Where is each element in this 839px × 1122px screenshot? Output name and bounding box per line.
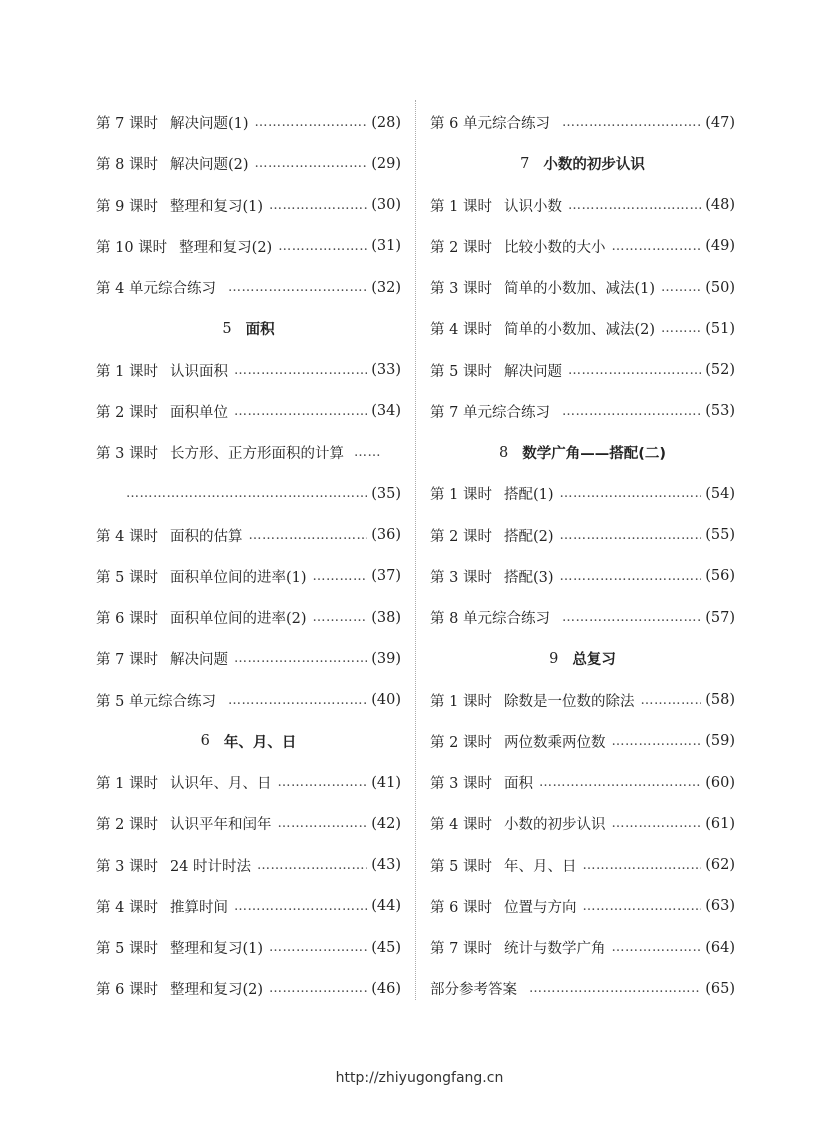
unit-title: 面积 [245,322,275,339]
page-number: (55) [705,527,735,544]
lesson-title: 长方形、正方形面积的计算 [169,446,344,463]
dot-leader [126,486,367,501]
toc-entry[interactable] [96,597,401,638]
lesson-number: 第 5 课时 [96,941,158,958]
toc-entry[interactable] [430,680,735,721]
lesson-title: 解决问题 [169,652,228,669]
dot-leader [539,775,701,790]
toc-entry[interactable] [96,845,401,886]
lesson-title: 解决问题(1) [169,116,249,133]
unit-heading [96,721,401,762]
page-number: (34) [371,403,401,420]
lesson-number: 第 1 课时 [430,693,492,710]
toc-entry[interactable] [430,762,735,803]
dot-leader [255,115,368,130]
lesson-number: 第 1 课时 [430,198,492,215]
lesson-number: 部分参考答案 [430,982,517,999]
toc-entry[interactable] [96,927,401,968]
toc-entry[interactable] [96,102,401,143]
page-number: (38) [371,609,401,626]
page-number: (36) [371,527,401,544]
toc-entry[interactable] [430,473,735,514]
lesson-title: 面积 [503,776,533,793]
unit-number: 7 [520,155,530,172]
lesson-number: 第 6 单元综合练习 [430,116,550,133]
page-number: (31) [371,238,401,255]
lesson-number: 第 4 课时 [430,322,492,339]
lesson-number: 第 7 课时 [430,941,492,958]
lesson-title: 整理和复习(1) [169,941,263,958]
toc-entry[interactable] [430,721,735,762]
page-number: (30) [371,197,401,214]
dot-leader [568,198,701,213]
lesson-number: 第 2 课时 [430,734,492,751]
toc-entry[interactable] [430,803,735,844]
dot-leader [313,610,368,625]
toc-entry[interactable] [96,143,401,184]
lesson-title: 24 时计时法 [169,858,252,875]
lesson-number: 第 9 课时 [96,198,158,215]
lesson-title: 整理和复习(2) [169,982,263,999]
toc-entry[interactable] [430,391,735,432]
lesson-title: 整理和复习(2) [179,239,273,256]
lesson-title: 位置与方向 [503,899,577,916]
toc-entry[interactable] [430,845,735,886]
page-number: (54) [705,485,735,502]
toc-entry[interactable] [430,556,735,597]
unit-number: 8 [499,444,509,461]
unit-heading [430,432,735,473]
unit-number: 5 [222,320,232,337]
toc-entry[interactable] [96,638,401,679]
dot-leader [611,816,701,831]
lesson-number: 第 6 课时 [430,899,492,916]
toc-entry[interactable] [430,185,735,226]
unit-title: 年、月、日 [223,734,297,751]
page-number: (59) [705,733,735,750]
dot-leader [582,858,701,873]
lesson-title: 面积单位间的进率(1) [169,569,307,586]
page-number: (39) [371,650,401,667]
dot-leader [257,858,367,873]
dot-leader [269,940,367,955]
lesson-number: 第 3 课时 [430,281,492,298]
lesson-number: 第 3 课时 [96,446,158,463]
lesson-title: 整理和复习(1) [169,198,263,215]
lesson-title: 解决问题 [503,363,562,380]
lesson-title: 除数是一位数的除法 [503,693,635,710]
dot-leader [611,940,701,955]
dot-leader [234,899,367,914]
lesson-title: 统计与数学广角 [503,941,606,958]
unit-title: 小数的初步认识 [543,157,645,174]
dot-leader [529,981,701,996]
dot-leader [248,528,367,543]
toc-entry[interactable] [430,927,735,968]
toc-entry[interactable] [430,886,735,927]
lesson-number: 第 7 单元综合练习 [430,404,550,421]
page-number: (29) [371,155,401,172]
lesson-number: 第 6 课时 [96,611,158,628]
lesson-title: 搭配(1) [503,487,554,504]
lesson-title: 搭配(3) [503,569,554,586]
unit-number: 6 [200,733,210,750]
dot-leader [269,198,367,213]
footer-url: http://zhiyugongfang.cn [335,1070,504,1086]
page-number: (52) [705,362,735,379]
toc-entry[interactable] [96,762,401,803]
toc-entry[interactable] [96,556,401,597]
lesson-title: 面积单位间的进率(2) [169,611,307,628]
column-divider [415,100,416,1000]
page-number: (51) [705,320,735,337]
toc-entry[interactable] [96,803,401,844]
unit-heading [430,638,735,679]
lesson-number: 第 1 课时 [96,363,158,380]
lesson-number: 第 6 课时 [96,982,158,999]
dot-leader [640,693,701,708]
unit-heading [96,308,401,349]
toc-entry[interactable] [430,597,735,638]
page-number: (65) [705,980,735,997]
page-number: (57) [705,609,735,626]
lesson-number: 第 1 课时 [430,487,492,504]
lesson-number: 第 5 单元综合练习 [96,693,216,710]
dot-leader [277,775,367,790]
dot-leader [234,404,367,419]
page-number: (40) [371,692,401,709]
page-number: (48) [705,197,735,214]
page-number: (45) [371,939,401,956]
page-number: (42) [371,815,401,832]
lesson-number: 第 4 课时 [96,528,158,545]
toc-entry[interactable] [96,350,401,391]
dot-leader [562,610,701,625]
unit-title: 总复习 [572,652,616,669]
page-number: (50) [705,279,735,296]
lesson-title: 年、月、日 [503,858,577,875]
lesson-number: 第 5 课时 [430,858,492,875]
page-number: (47) [705,114,735,131]
lesson-title: 两位数乘两位数 [503,734,606,751]
lesson-number: 第 8 单元综合练习 [430,611,550,628]
dot-leader [234,651,367,666]
dot-leader [611,734,701,749]
page-number: (61) [705,815,735,832]
lesson-title: 面积单位 [169,404,228,421]
page-number: (62) [705,857,735,874]
page-number: (58) [705,692,735,709]
toc-entry[interactable] [96,886,401,927]
dot-leader [313,569,368,584]
lesson-title: 简单的小数加、减法(1) [503,281,655,298]
lesson-title: 认识平年和闰年 [169,817,272,834]
toc-entry[interactable] [430,267,735,308]
lesson-number: 第 3 课时 [96,858,158,875]
lesson-number: 第 8 课时 [96,157,158,174]
dot-leader [354,445,381,460]
lesson-number: 第 2 课时 [430,239,492,256]
lesson-title: 面积的估算 [169,528,243,545]
page-number: (32) [371,279,401,296]
page-number: (56) [705,568,735,585]
dot-leader [234,363,367,378]
lesson-title: 认识面积 [169,363,228,380]
lesson-number: 第 7 课时 [96,652,158,669]
lesson-number: 第 1 课时 [96,776,158,793]
lesson-title: 解决问题(2) [169,157,249,174]
lesson-number: 第 5 课时 [430,363,492,380]
page-number: (43) [371,857,401,874]
lesson-number: 第 4 课时 [96,899,158,916]
toc-entry[interactable] [430,308,735,349]
lesson-title: 比较小数的大小 [503,239,606,256]
dot-leader [661,280,701,295]
unit-title: 数学广角——搭配(二) [522,446,666,463]
toc-entry[interactable] [430,968,735,1009]
dot-leader [277,816,367,831]
lesson-number: 第 2 课时 [96,404,158,421]
lesson-number: 第 4 单元综合练习 [96,281,216,298]
lesson-number: 第 3 课时 [430,776,492,793]
page-number: (44) [371,898,401,915]
dot-leader [560,528,702,543]
dot-leader [560,569,702,584]
lesson-number: 第 10 课时 [96,239,168,256]
toc-left-column [96,102,401,1010]
page-number: (49) [705,238,735,255]
dot-leader [228,280,367,295]
lesson-title: 认识年、月、日 [169,776,272,793]
dot-leader [611,239,701,254]
dot-leader [228,693,367,708]
lesson-number: 第 3 课时 [430,569,492,586]
dot-leader [560,486,702,501]
page-number: (53) [705,403,735,420]
page-number: (60) [705,774,735,791]
dot-leader [568,363,701,378]
toc-entry-continuation[interactable] [96,473,401,514]
lesson-title: 推算时间 [169,899,228,916]
page-number: (63) [705,898,735,915]
lesson-number: 第 7 课时 [96,116,158,133]
toc-entry[interactable] [96,680,401,721]
lesson-title: 搭配(2) [503,528,554,545]
page-number: (33) [371,362,401,379]
toc-entry[interactable] [430,515,735,556]
toc-entry[interactable] [96,968,401,1009]
toc-entry[interactable] [96,226,401,267]
toc-entry[interactable] [96,391,401,432]
unit-number: 9 [549,650,559,667]
unit-heading [430,143,735,184]
page-number: (28) [371,114,401,131]
page-number: (46) [371,980,401,997]
toc-entry[interactable] [430,226,735,267]
dot-leader [562,404,701,419]
lesson-title: 认识小数 [503,198,562,215]
dot-leader [278,239,367,254]
dot-leader [562,115,701,130]
lesson-title: 简单的小数加、减法(2) [503,322,655,339]
dot-leader [661,321,701,336]
page-number: (41) [371,774,401,791]
page-number: (37) [371,568,401,585]
toc-entry[interactable] [96,515,401,556]
lesson-number: 第 2 课时 [96,817,158,834]
dot-leader [255,156,368,171]
page-number: (64) [705,939,735,956]
lesson-number: 第 2 课时 [430,528,492,545]
dot-leader [582,899,701,914]
dot-leader [269,981,367,996]
lesson-title: 小数的初步认识 [503,817,606,834]
toc-entry[interactable] [96,267,401,308]
toc-right-column [430,102,735,1010]
page-number: (35) [371,485,401,502]
toc-entry[interactable] [430,350,735,391]
lesson-number: 第 4 课时 [430,817,492,834]
toc-entry[interactable] [96,432,401,473]
toc-entry[interactable] [430,102,735,143]
toc-entry[interactable] [96,185,401,226]
lesson-number: 第 5 课时 [96,569,158,586]
